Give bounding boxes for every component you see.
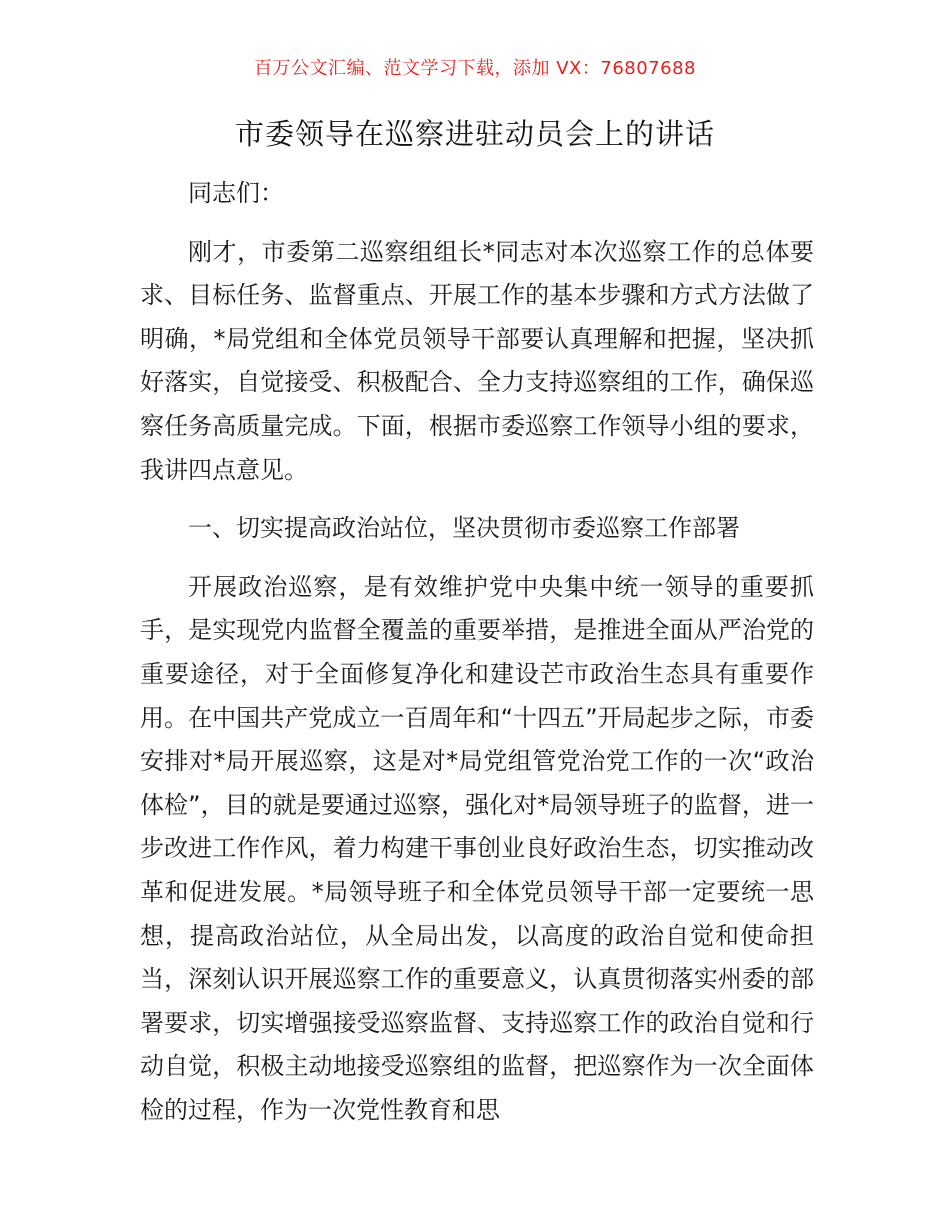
salutation: 同志们： [188, 179, 284, 207]
header-banner: 百万公文汇编、范文学习下载，添加 VX：76807688 [254, 58, 696, 79]
page-title: 市委领导在巡察进驻动员会上的讲话 [234, 117, 715, 151]
body-paragraph: 刚才，市委第二巡察组组长*同志对本次巡察工作的总体要求、目标任务、监督重点、开展工作的基本步骤和方式方法做了明确，*局党组和全体党员领导干部要认真理解和把握，坚决抓好落实，自觉接受、积极配合、全力支持巡察组的工作，确保巡察任务高质量完成。下面，根据市委巡察工作领导小组的要求，我讲四点意见。 [140, 237, 814, 484]
body-paragraph: 开展政治巡察，是有效维护党中央集中统一领导的重要抓手，是实现党内监督全覆盖的重要举措，是推进全面从严治党的重要途径，对于全面修复净化和建设芒市政治生态具有重要作用。在中国共产党成立一百周年和“十四五”开局起步之际，市委安排对*局开展巡察，这是对*局党组管党治党工作的一次“政治体检”，目的就是要通过巡察，强化对*局领导班子的监督，进一步改进工作作风，着力构建干事创业良好政治生态，切实推动改革和促进发展。*局领导班子和全体党员领导干部一定要统一思想，提高政治站位，从全局出发，以高度的政治自觉和使命担当，深刻认识开展巡察工作的重要意义，认真贯彻落实州委的部署要求，切实增强接受巡察监督、支持巡察工作的政治自觉和行动自觉，积极主动地接受巡察组的监督，把巡察作为一次全面体检的过程，作为一次党性教育和思 [140, 572, 814, 1124]
section-heading: 一、切实提高政治站位，坚决贯彻市委巡察工作部署 [188, 514, 740, 543]
document-body [140, 172, 814, 1147]
